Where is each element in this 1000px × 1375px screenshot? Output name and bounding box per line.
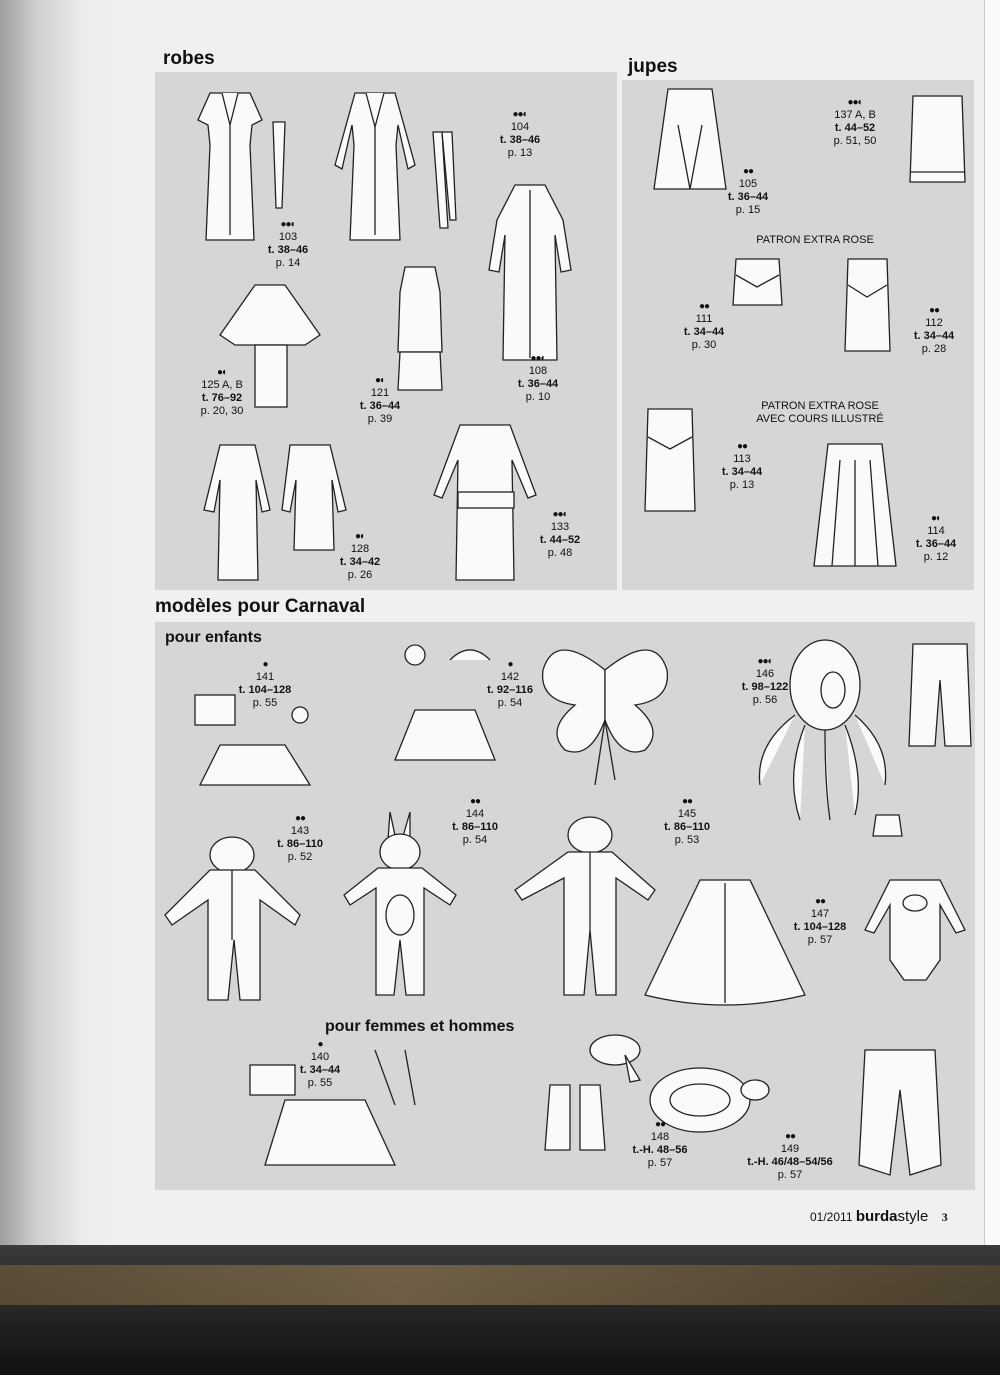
page-ref: p. 55 xyxy=(307,1077,333,1089)
size-range: t. 34–44 xyxy=(299,1064,341,1076)
size-range: t. 86–110 xyxy=(664,821,710,833)
size-range: t.-H. 48–56 xyxy=(632,1144,688,1156)
frog-costume-145-sketch xyxy=(510,810,660,1000)
page-ref: p. 30 xyxy=(691,339,717,351)
page-ref: p. 57 xyxy=(647,1157,673,1169)
size-range: t. 86–110 xyxy=(452,821,498,833)
size-range: t.-H. 46/48–54/56 xyxy=(747,1156,833,1168)
model-number: 103 xyxy=(278,231,298,243)
vest-148-sketch xyxy=(540,1080,610,1155)
size-range: t. 34–42 xyxy=(339,556,381,568)
model-number: 141 xyxy=(255,671,275,683)
difficulty-dots: ● xyxy=(262,659,268,670)
size-range: t. 86–110 xyxy=(277,838,323,850)
model-number: 145 xyxy=(677,808,697,820)
size-range: t. 36–44 xyxy=(359,400,401,412)
belt-103-sketch xyxy=(270,120,288,210)
skirt-137-sketch xyxy=(905,92,970,187)
fez-145-sketch xyxy=(870,810,905,840)
model-133-label xyxy=(530,508,590,560)
difficulty-dots: ●●◐ xyxy=(757,656,773,667)
trousers-146-sketch xyxy=(905,640,975,750)
difficulty-dots: ●● xyxy=(681,796,693,807)
difficulty-dots: ●● xyxy=(698,301,710,312)
model-128-label xyxy=(330,530,390,582)
brand-bold: burda xyxy=(855,1208,898,1225)
difficulty-dots: ●● xyxy=(742,166,754,177)
page-gutter-shadow xyxy=(0,0,120,1245)
model-number: 113 xyxy=(733,453,751,465)
page-ref: p. 12 xyxy=(923,551,949,563)
model-146-label xyxy=(730,655,800,707)
note-extra-rose: PATRON EXTRA ROSE xyxy=(756,234,874,246)
size-range: t. 34–44 xyxy=(683,326,725,338)
skirt-112-sketch xyxy=(840,255,895,355)
model-142-label xyxy=(475,658,545,710)
model-114-label xyxy=(906,512,966,564)
page-ref: p. 20, 30 xyxy=(200,405,244,417)
model-148-label xyxy=(620,1118,700,1170)
note-line-2: AVEC COURS ILLUSTRÉ xyxy=(756,413,884,425)
note-line-1: PATRON EXTRA ROSE xyxy=(761,400,879,412)
model-number: 148 xyxy=(650,1131,670,1143)
model-137-label xyxy=(820,96,890,148)
difficulty-dots: ● xyxy=(507,659,513,670)
difficulty-dots: ●● xyxy=(928,305,940,316)
model-number: 140 xyxy=(310,1051,330,1063)
model-103-label xyxy=(258,218,318,270)
page-ref: p. 54 xyxy=(462,834,488,846)
size-range: t. 38–46 xyxy=(499,134,541,146)
model-145-label xyxy=(652,795,722,847)
model-number: 125 A, B xyxy=(201,379,243,391)
underlying-page-strip xyxy=(0,1265,1000,1305)
dress-121-sketch xyxy=(390,262,450,392)
turban-148-sketch xyxy=(585,1030,645,1085)
size-range: t. 44–52 xyxy=(539,534,581,546)
model-number: 133 xyxy=(550,521,570,533)
model-111-label xyxy=(674,300,734,352)
belt-104-sketch xyxy=(428,130,458,230)
dress-133-sketch xyxy=(430,420,540,585)
page-number: 3 xyxy=(941,1210,948,1224)
model-140-label xyxy=(285,1038,355,1090)
page-ref: p. 48 xyxy=(547,547,573,559)
model-number: 105 xyxy=(738,178,758,190)
difficulty-dots: ●●◐ xyxy=(512,109,528,120)
difficulty-dots: ●◐ xyxy=(216,367,228,378)
page-ref: p. 51, 50 xyxy=(833,135,877,147)
wings-142-sketch xyxy=(535,630,675,790)
model-number: 111 xyxy=(695,313,713,325)
model-104-label xyxy=(490,108,550,160)
model-112-label xyxy=(904,304,964,356)
size-range: t. 104–128 xyxy=(793,921,847,933)
model-number: 108 xyxy=(528,365,548,377)
bodysuit-147-sketch xyxy=(860,875,970,985)
model-number: 142 xyxy=(500,671,520,683)
difficulty-dots: ●● xyxy=(654,1119,666,1130)
size-range: t. 34–44 xyxy=(721,466,763,478)
size-range: t. 36–44 xyxy=(727,191,769,203)
section-title-carnaval: modèles pour Carnaval xyxy=(155,596,366,617)
skirt-114-sketch xyxy=(810,440,900,570)
dress-108-sketch xyxy=(485,180,575,365)
model-121-label xyxy=(350,374,410,426)
section-title-jupes: jupes xyxy=(628,56,678,77)
page-footer xyxy=(810,1208,948,1225)
brand-light: style xyxy=(897,1208,929,1225)
page-ref: p. 13 xyxy=(507,147,533,159)
page-ref: p. 28 xyxy=(921,343,947,355)
size-range: t. 38–46 xyxy=(267,244,309,256)
model-143-label xyxy=(265,812,335,864)
skirt-113-sketch xyxy=(640,405,700,515)
dress-104-sketch xyxy=(330,85,420,245)
note-extra-rose-illustre xyxy=(730,400,910,426)
page-ref: p. 57 xyxy=(807,934,833,946)
page-ref: p. 54 xyxy=(497,697,523,709)
model-number: 144 xyxy=(465,808,485,820)
model-125-label xyxy=(192,366,252,418)
difficulty-dots: ● xyxy=(317,1039,323,1050)
difficulty-dots: ●◐ xyxy=(930,513,942,524)
model-number: 147 xyxy=(810,908,830,920)
size-range: t. 76–92 xyxy=(201,392,243,404)
model-number: 112 xyxy=(925,317,943,329)
model-147-label xyxy=(780,895,860,947)
difficulty-dots: ●◐ xyxy=(354,531,366,542)
difficulty-dots: ●● xyxy=(784,1131,796,1142)
model-number: 128 xyxy=(350,543,370,555)
page-ref: p. 57 xyxy=(777,1169,803,1181)
model-number: 137 A, B xyxy=(834,109,876,121)
dress-128-sketch xyxy=(200,440,350,590)
size-range: t. 36–44 xyxy=(915,538,957,550)
model-number: 143 xyxy=(290,825,310,837)
subtitle-adultes: pour femmes et hommes xyxy=(325,1018,515,1035)
difficulty-dots: ●●◐ xyxy=(530,353,546,364)
page-ref: p. 56 xyxy=(752,694,778,706)
model-number: 121 xyxy=(370,387,390,399)
page-ref: p. 13 xyxy=(729,479,755,491)
page-ref: p. 14 xyxy=(275,257,301,269)
model-number: 114 xyxy=(927,525,945,537)
subtitle-enfants: pour enfants xyxy=(165,629,262,646)
page-ref: p. 52 xyxy=(287,851,313,863)
size-range: t. 104–128 xyxy=(238,684,292,696)
page-ref: p. 15 xyxy=(735,204,761,216)
page-ref: p. 55 xyxy=(252,697,278,709)
difficulty-dots: ●● xyxy=(736,441,748,452)
section-title-robes: robes xyxy=(163,48,215,69)
page-edge xyxy=(984,0,1000,1245)
skirt-111-sketch xyxy=(730,255,785,310)
size-range: t. 36–44 xyxy=(517,378,559,390)
model-number: 104 xyxy=(510,121,530,133)
difficulty-dots: ●◐ xyxy=(374,375,386,386)
size-range: t. 34–44 xyxy=(913,330,955,342)
harem-pants-149-sketch xyxy=(855,1045,945,1180)
size-range: t. 92–116 xyxy=(487,684,533,696)
background-surface xyxy=(0,1245,1000,1375)
model-144-label xyxy=(440,795,510,847)
model-number: 149 xyxy=(780,1143,800,1155)
model-149-label xyxy=(735,1130,845,1182)
difficulty-dots: ●●◐ xyxy=(280,219,296,230)
page-ref: p. 10 xyxy=(525,391,551,403)
model-105-label xyxy=(718,165,778,217)
page-ref: p. 53 xyxy=(674,834,700,846)
size-range: t. 44–52 xyxy=(834,122,876,134)
model-141-label xyxy=(230,658,300,710)
page-ref: p. 26 xyxy=(347,569,373,581)
difficulty-dots: ●● xyxy=(469,796,481,807)
difficulty-dots: ●●◐ xyxy=(552,509,568,520)
model-number: 146 xyxy=(755,668,775,680)
model-108-label xyxy=(508,352,568,404)
size-range: t. 98–122 xyxy=(741,681,789,693)
model-113-label xyxy=(712,440,772,492)
difficulty-dots: ●● xyxy=(814,896,826,907)
issue-date: 01/2011 xyxy=(810,1210,853,1224)
page-ref: p. 39 xyxy=(367,413,393,425)
difficulty-dots: ●●◐ xyxy=(847,97,863,108)
difficulty-dots: ●● xyxy=(294,813,306,824)
